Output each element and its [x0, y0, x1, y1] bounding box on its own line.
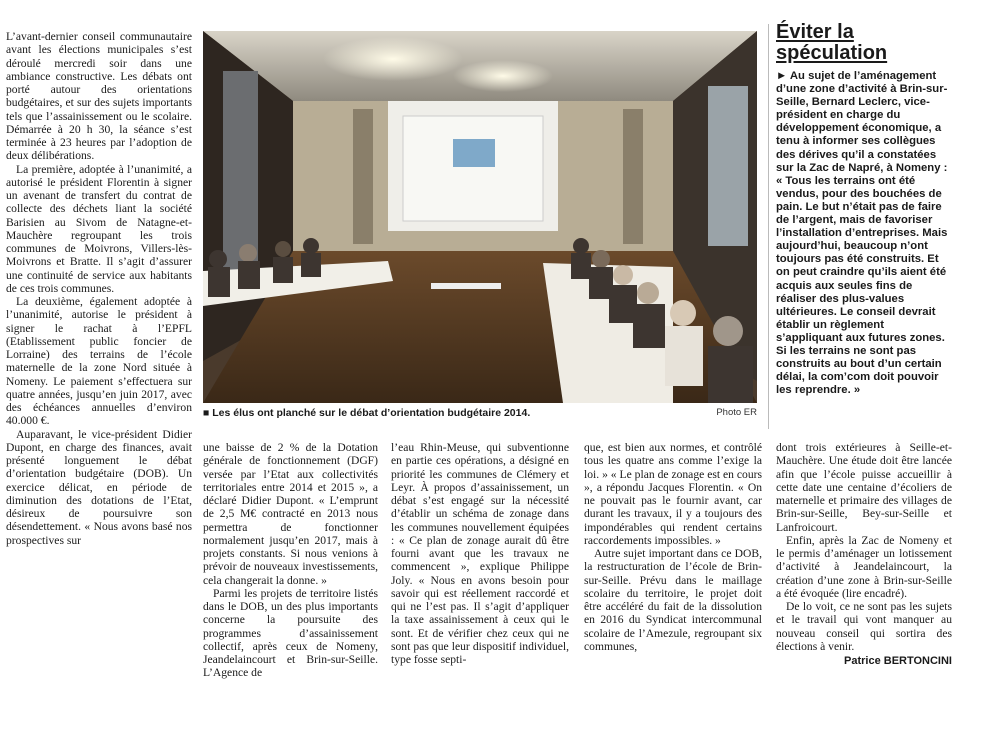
article-column-5	[776, 441, 952, 668]
paragraph: Enfin, après la Zac de Nomeny et le permis d’aménager un lotissement d’activité à Jeandelaincourt, la création d’une zone à Brin-sur-Seille a été évoquée (lire encadré).	[776, 533, 952, 600]
article-column-4	[584, 441, 762, 653]
article-column-1	[6, 30, 192, 547]
paragraph: Auparavant, le vice-président Didier Dupont, en charge des finances, avait présenté longuement le débat d’orientation budgétaire (DOB). Un exercice délicat, en période de diminution des dotations de l’Etat, désireux de poursuivre son désendettement. « Nous avons basé nos prospectives sur	[6, 427, 192, 547]
meeting-photo	[203, 31, 757, 403]
article-column-2	[203, 441, 378, 680]
paragraph: De lo voit, ce ne sont pas les sujets et le travail qui vont manquer au nouveau conseil qui sortira des élections à venir.	[776, 600, 952, 653]
paragraph: L’avant-dernier conseil communautaire avant les élections municipales s’est déroulé mercredi soir dans une ambiance constructive. Les débats ont porté autour des orientations budgétaires, et sur des sujets importants tels que l’assainissement ou le scolaire. Démarrée à 20 h 30, la séance s’est terminée à 23 heures par l’adoption de deux délibérations.	[6, 30, 192, 163]
paragraph: Autre sujet important dans ce DOB, la restructuration de l’école de Brin-sur-Seille. Prévu dans le maillage scolaire du territoire, le projet doit être accéléré du fait de la dissolution en 2016 du Syndicat intercommunal scolaire de l’Amezule, regroupant six communes,	[584, 547, 762, 653]
sidebar-body: ► Au sujet de l’aménagement d’une zone d’activité à Brin-sur-Seille, Bernard Leclerc, vice-président en charge du développement économique, a tenu à informer ses collègues des dérives qu’il a constatées sur la Zac de Napré, à Nomeny : « Tous les terrains ont été vendus, pour des bouchées de pain. Le but n’était pas de faire de l’argent, mais de favoriser l’installation d’entreprises. Mais aujourd’hui, beaucoup n’ont toujours pas été construits. Et on peut craindre qu’ils aient été acquis aux seules fins de réaliser des plus-values ultérieures. Le conseil devrait établir un règlement s’appliquant aux futures zones. Si les terrains ne sont pas construits au bout d’un certain délai, la com’com doit pouvoir les reprendre. »	[776, 70, 948, 397]
sidebar-divider	[768, 24, 769, 429]
sidebar-box	[776, 22, 952, 397]
paragraph: La première, adoptée à l’unanimité, a autorisé le président Florentin à signer un avenant de transfert du contrat de collecte des déchets liant la société Barisien au Sivom de Natagne-et-Mauchère regroupant les trois communes de Moivrons, Villers-lès-Moivrons et Bratte. Il s’agit d’assurer une continuité de service aux habitants de ces trois communes.	[6, 162, 192, 295]
paragraph: une baisse de 2 % de la Dotation générale de fonctionnement (DGF) versée par l’Etat aux collectivités territoriales entre 2014 et 2015 », a déclaré Didier Dupont. « L’emprunt de 2,5 M€ contracté en 2013 nous permettra de fonctionner normalement jusqu’en 2017, mais à projets constants. Si nous venions à prévoir de nouveaux investissements, cela changerait la donne. »	[203, 441, 378, 587]
paragraph: Parmi les projets de territoire listés dans le DOB, un des plus importants concerne la poursuite des programmes d’assainissement collectif, après ceux de Nomeny, Jeandelaincourt et Brin-sur-Seille. L’Agence de	[203, 586, 378, 680]
paragraph: que, est bien aux normes, et contrôlé tous les quatre ans comme l’exige la loi. » « Le plan de zonage est en cours », a répondu Jacques Florentin. « On ne pouvait pas le fournir avant, car durant les travaux, il y a toujours des impondérables qui rendent certains raccordements impossibles. »	[584, 441, 762, 547]
photo-caption-bar	[203, 405, 757, 421]
author-signature: Patrice BERTONCINI	[844, 655, 952, 667]
article-column-3	[391, 441, 569, 666]
sidebar-title: Éviter la spéculation	[776, 21, 888, 64]
paragraph: La deuxième, également adoptée à l’unanimité, autorise le président à signer le rachat à l’EPFL (Etablissement public foncier de Lorraine) des terrains de l’école maternelle de la zone Nord située à Nomeny. Le paiement s’effectuera sur quatre années, jusqu’en juin 2017, avec des échéances annuelles d’environ 40.000 €.	[6, 295, 192, 428]
paragraph: dont trois extérieures à Seille-et-Mauchère. Une étude doit être lancée afin que l’école puisse accueillir à cette date une centaine d’écoliers de maternelle et primaire des villages de Brin-sur-Seille, Bey-sur-Seille et Lanfroicourt.	[776, 441, 952, 534]
meeting-room-illustration	[203, 31, 757, 403]
paragraph: l’eau Rhin-Meuse, qui subventionne en partie ces opérations, a désigné en priorité les communes de Clémery et Leyr. À propos d’assainissement, un débat s’est engagé sur la nécessité d’établir un schéma de zonage dans les communes nouvellement équipées : « Ce plan de zonage aurait dû être fourni avant que les travaux ne commencent », explique Philippe Joly. « Nous en avons besoin pour savoir qui est réellement raccordé et qui ne l’est pas. Il s’agit d’appliquer la taxe assainissement à ceux qui le sont. Et de vérifier chez ceux qui ne sont pas que leur dispositif individuel, type fosse septi-	[391, 441, 569, 666]
photo-caption: ■ Les élus ont planché sur le débat d’orientation budgétaire 2014.	[203, 407, 531, 419]
photo-credit: Photo ER	[716, 407, 757, 418]
